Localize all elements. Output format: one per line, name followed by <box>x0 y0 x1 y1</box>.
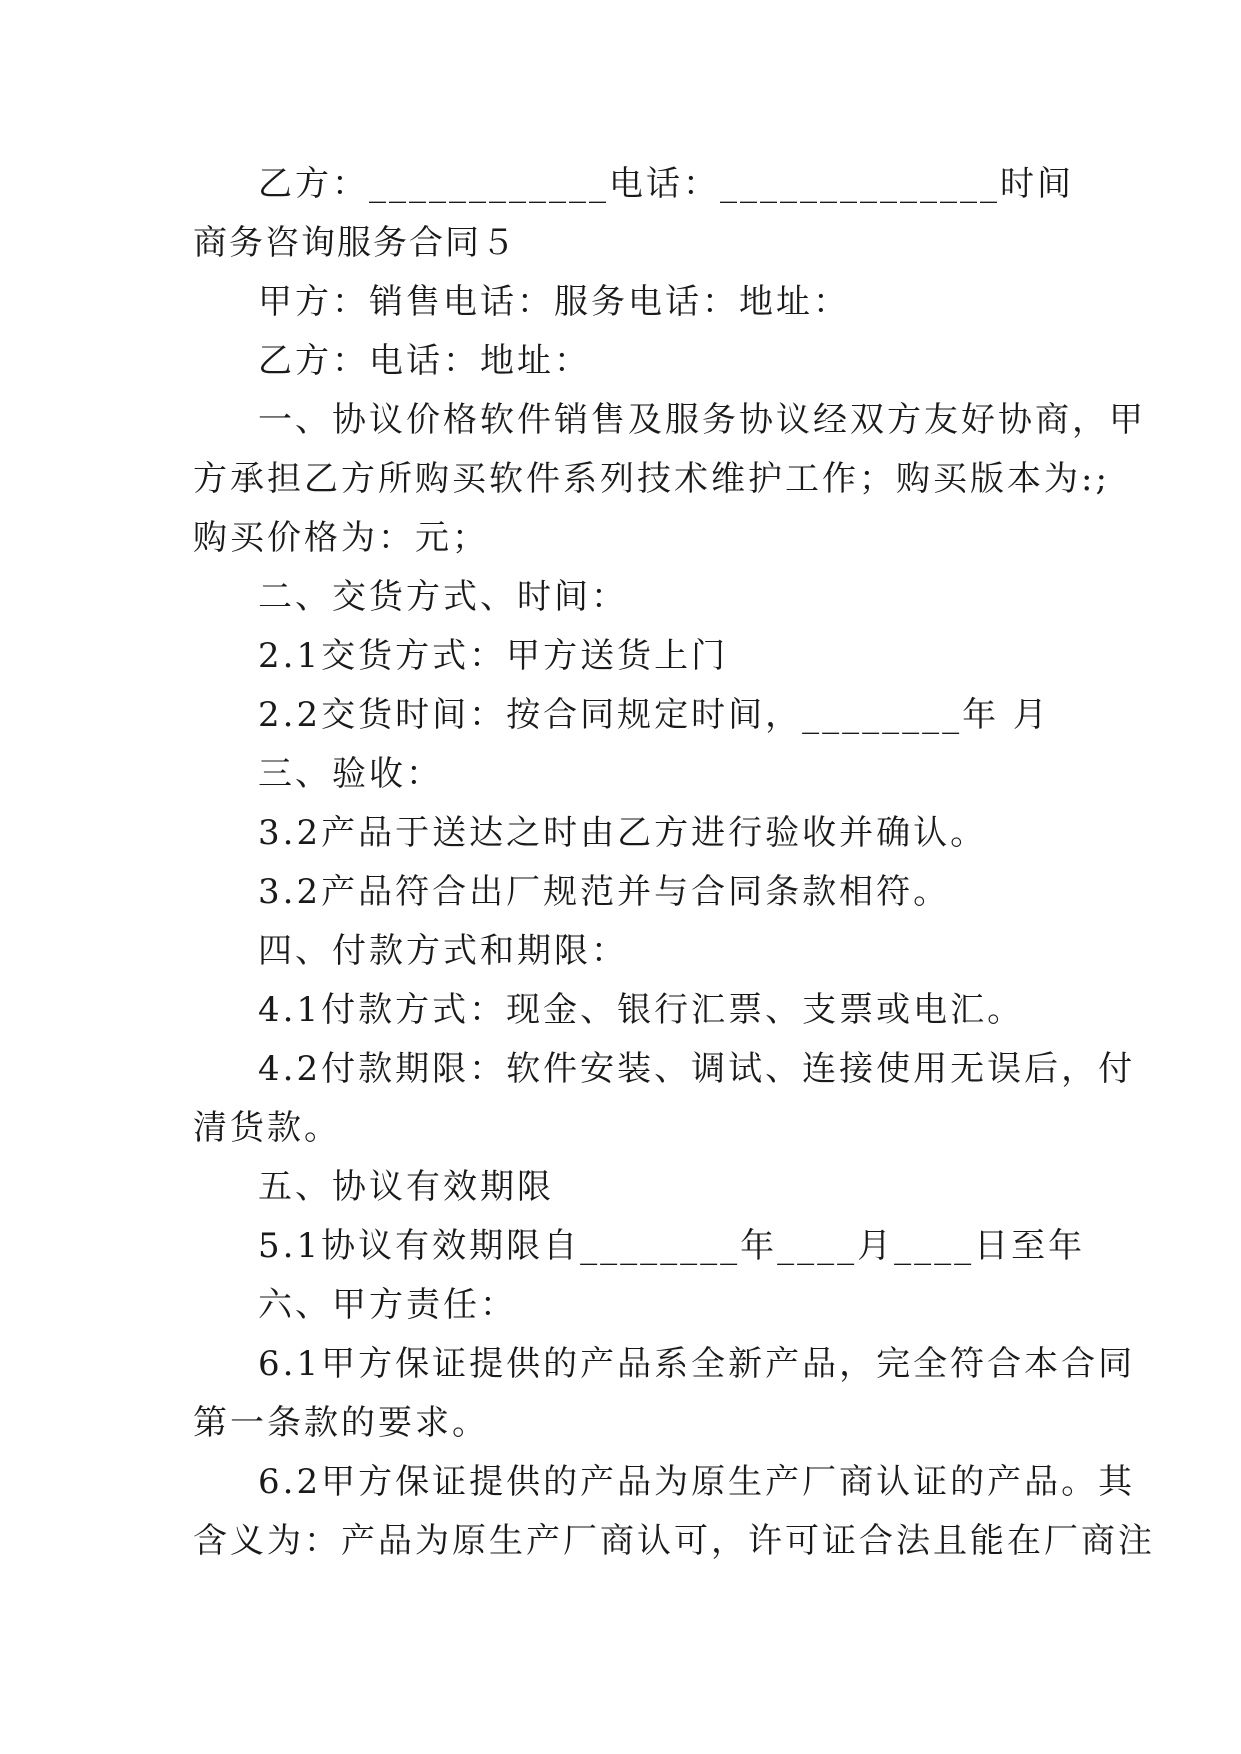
clause-3-2a: 3.2产品于送达之时由乙方进行验收并确认。 <box>258 813 988 853</box>
clause-3-2b: 3.2产品符合出厂规范并与合同条款相符。 <box>258 872 951 912</box>
party-a-line: 甲方：销售电话：服务电话：地址： <box>258 282 850 322</box>
clause-4-1: 4.1付款方式：现金、银行汇票、支票或电汇。 <box>258 990 1025 1030</box>
clause-6-1-continued: 第一条款的要求。 <box>193 1403 489 1443</box>
section-4-heading: 四、付款方式和期限： <box>258 931 628 971</box>
clause-6-2-continued: 含义为：产品为原生产厂商认可，许可证合法且能在厂商注 <box>193 1521 1155 1561</box>
clause-4-2: 4.2付款期限：软件安装、调试、连接使用无误后，付 <box>258 1049 1136 1089</box>
section-1-text: 方承担乙方所购买软件系列技术维护工作；购买版本为:; <box>193 459 1110 499</box>
section-6-heading: 六、甲方责任： <box>258 1285 517 1325</box>
section-1-heading: 一、协议价格软件销售及服务协议经双方友好协商，甲 <box>258 400 1146 440</box>
clause-6-2: 6.2甲方保证提供的产品为原生产厂商认证的产品。其 <box>258 1462 1136 1502</box>
section-1-price: 购买价格为：元； <box>193 518 489 558</box>
clause-2-2: 2.2交货时间：按合同规定时间，________年 月 <box>258 695 1050 735</box>
section-5-heading: 五、协议有效期限 <box>258 1167 554 1207</box>
clause-5-1: 5.1协议有效期限自________年____月____日至年 <box>258 1226 1086 1266</box>
contract-title: 商务咨询服务合同５ <box>193 223 517 263</box>
party-b-line: 乙方：电话：地址： <box>258 341 591 381</box>
clause-4-2-continued: 清货款。 <box>193 1108 341 1148</box>
party-b-contact-line: 乙方：____________电话：______________时间 <box>258 164 1074 204</box>
section-2-heading: 二、交货方式、时间： <box>258 577 628 617</box>
clause-2-1: 2.1交货方式：甲方送货上门 <box>258 636 729 676</box>
section-3-heading: 三、验收： <box>258 754 443 794</box>
clause-6-1: 6.1甲方保证提供的产品系全新产品，完全符合本合同 <box>258 1344 1136 1384</box>
